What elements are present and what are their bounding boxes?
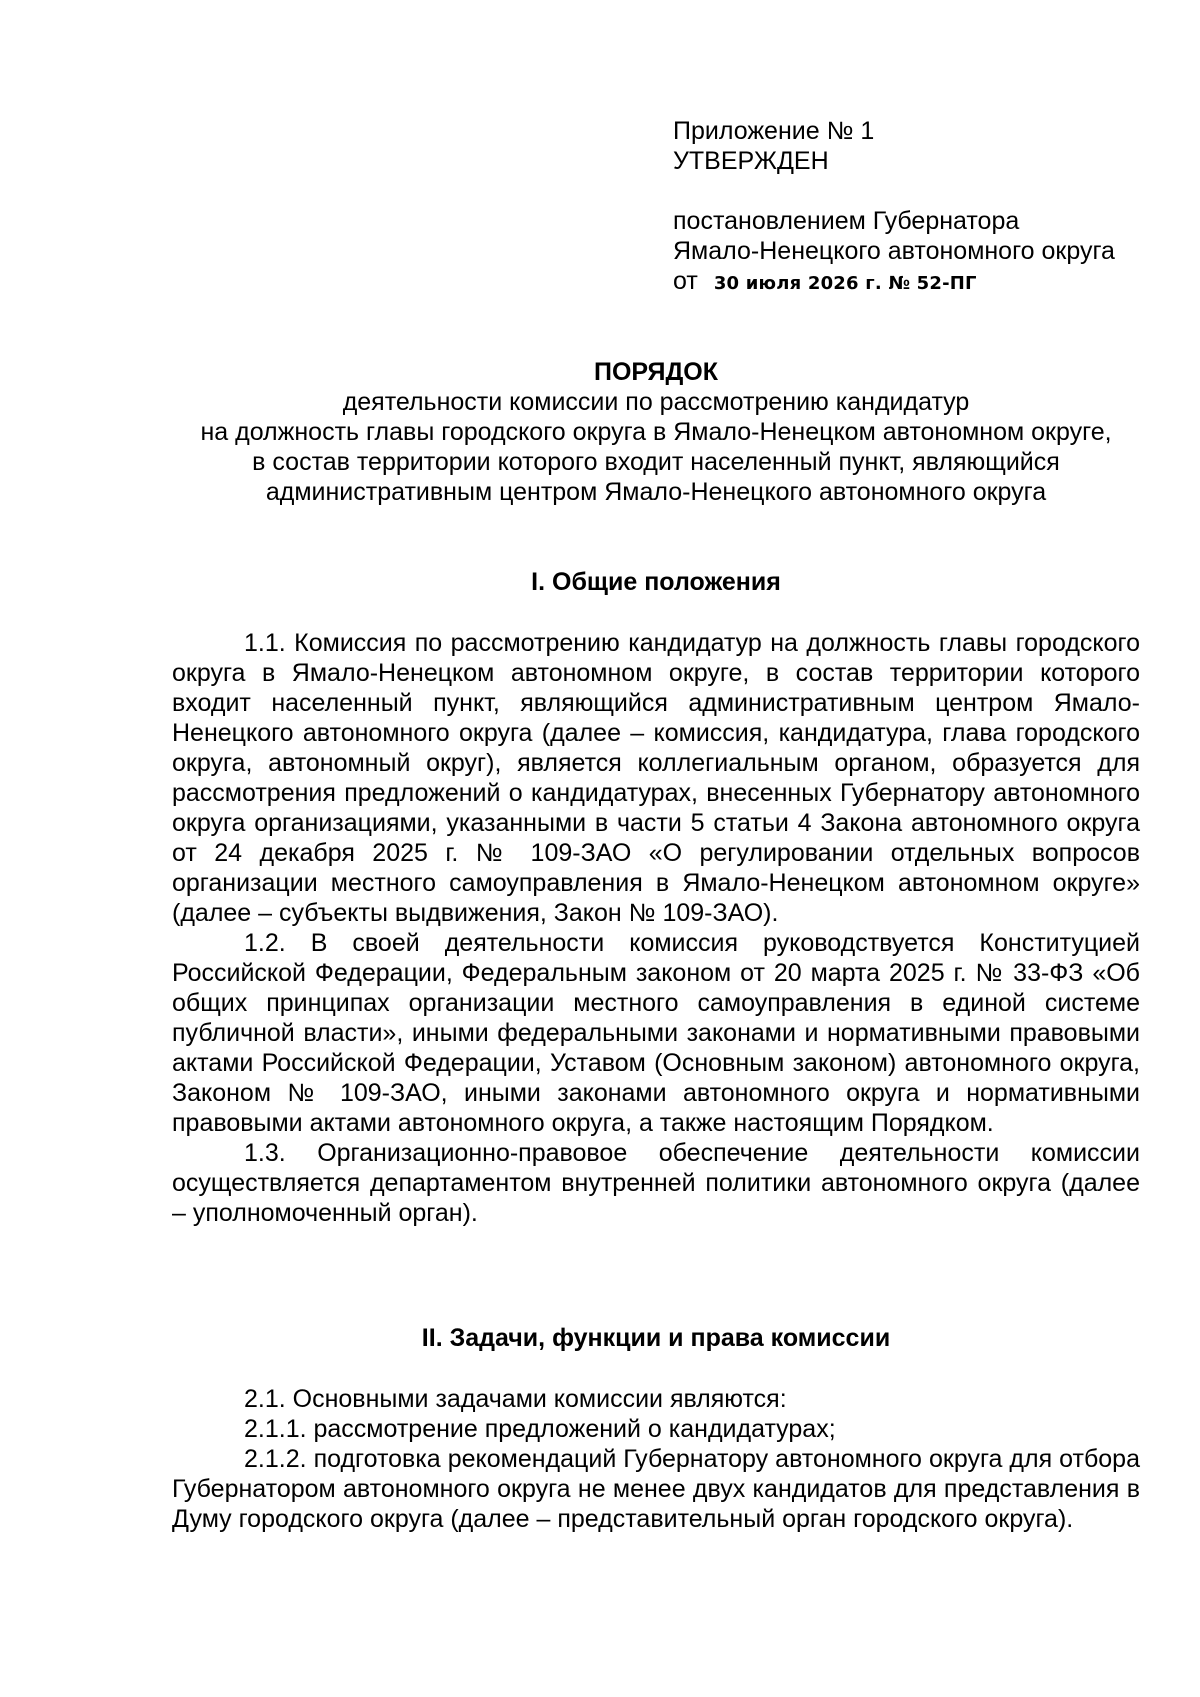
- document-title-block: [172, 357, 1140, 507]
- paragraph-2-1: 2.1. Основными задачами комиссии являются:: [244, 1385, 787, 1413]
- paragraph-2-1-1: 2.1.1. рассмотрение предложений о кандидатурах;: [244, 1415, 836, 1443]
- document-subtitle-line2: на должность главы городского округа в Ямало-Ненецком автономном округе,: [200, 418, 1112, 446]
- document-subtitle-line4: административным центром Ямало-Ненецкого автономного округа: [265, 478, 1047, 506]
- annex-approved: УТВЕРЖДЕН: [673, 147, 829, 175]
- annex-block: [673, 116, 1153, 299]
- section2-body: [172, 1384, 1140, 1534]
- document-subtitle-line1: деятельности комиссии по рассмотрению кандидатур: [342, 388, 970, 416]
- document-subtitle-line3: в состав территории которого входит населенный пункт, являющийся: [252, 448, 1060, 476]
- section2-heading: II. Задачи, функции и права комиссии: [421, 1324, 891, 1352]
- annex-number: Приложение № 1: [673, 117, 875, 145]
- paragraph-1-3: 1.3. Организационно-правовое обеспечение деятельности комиссии осуществляется департаментом внутренней политики автономного округа (далее – уполномоченный орган).: [172, 1139, 1140, 1227]
- annex-date-value: 30 июля 2026 г. № 52-ПГ: [713, 273, 977, 294]
- annex-date-prefix: от: [673, 267, 698, 295]
- annex-decree-line1: постановлением Губернатора: [673, 207, 1020, 235]
- annex-spacer: [673, 176, 1153, 206]
- annex-date-line: [673, 266, 1153, 299]
- paragraph-1-1: 1.1. Комиссия по рассмотрению кандидатур на должность главы городского округа в Ямало-Ненецком автономном округе, в состав территории которого входит населенный пункт, являющийся административным центром Ямало-Ненецкого автономного округа (далее – комиссия, кандидатура, глава городского округа, автономный округ), является коллегиальным органом, образуется для рассмотрения предложений о кандидатурах, внесенных Губернатору автономного округа организациями, указанными в части 5 статьи 4 Закона автономного округа от 24 декабря 2025 г. № 109-ЗАО «О регулировании отдельных вопросов организации местного самоуправления в Ямало-Ненецком автономном округе» (далее – субъекты выдвижения, Закон № 109-ЗАО).: [172, 629, 1140, 927]
- section1-heading: I. Общие положения: [531, 568, 781, 596]
- paragraph-1-2: 1.2. В своей деятельности комиссия руководствуется Конституцией Российской Федерации, Федеральным законом от 20 марта 2025 г. № 33-ФЗ «Об общих принципах организации местного самоуправления в единой системе публичной власти», иными федеральными законами и нормативными правовыми актами Российской Федерации, Уставом (Основным законом) автономного округа, Законом № 109-ЗАО, иными законами автономного округа и нормативными правовыми актами автономного округа, а также настоящим Порядком.: [172, 929, 1140, 1137]
- paragraph-2-1-2: 2.1.2. подготовка рекомендаций Губернатору автономного округа для отбора Губернатором автономного округа не менее двух кандидатов для представления в Думу городского округа (далее – представительный орган городского округа).: [172, 1445, 1140, 1533]
- section1-body: [172, 628, 1140, 1228]
- document-title: ПОРЯДОК: [594, 358, 718, 386]
- annex-decree-line2: Ямало-Ненецкого автономного округа: [673, 237, 1115, 265]
